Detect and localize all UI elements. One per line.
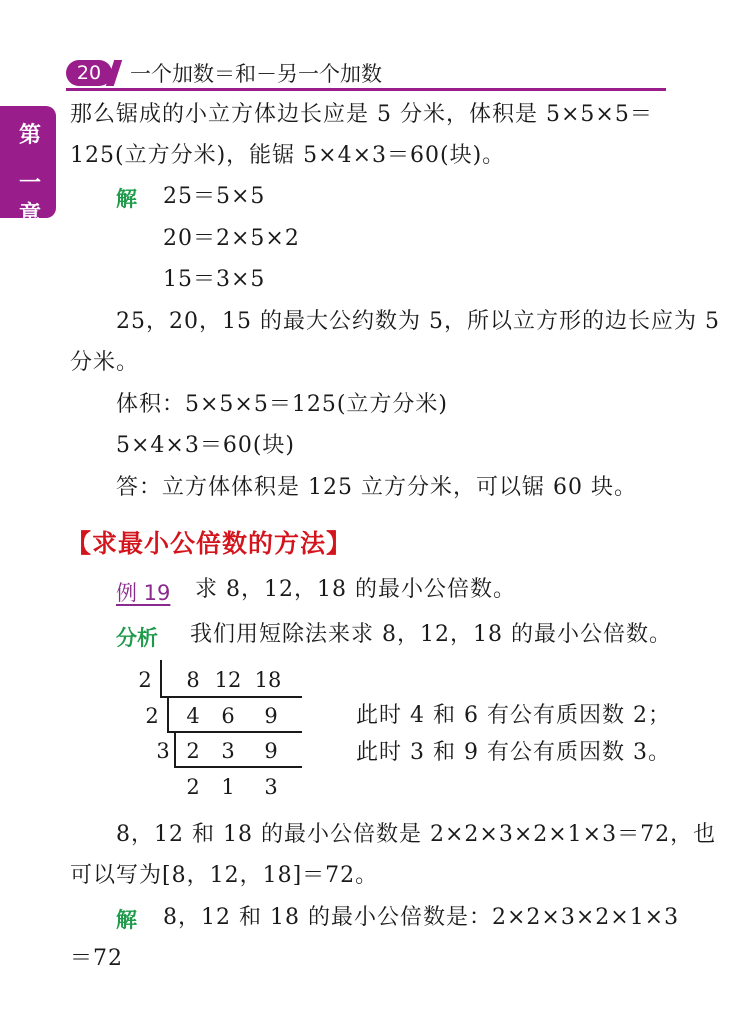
solution-equation-1: 25＝5×5	[163, 184, 266, 209]
division-rule	[167, 731, 302, 733]
paragraph-2-line-1: 25，20，15 的最大公约数为 5，所以立方形的边长应为 5	[116, 309, 720, 334]
division-cell: 1	[221, 775, 235, 799]
division-cell: 8	[186, 668, 200, 692]
division-cell: 18	[254, 668, 282, 692]
chapter-tab-label-top: 第	[18, 123, 41, 148]
solution-2-line-1: 8，12 和 18 的最小公倍数是：2×2×3×2×1×3	[163, 905, 680, 930]
division-rule	[160, 696, 302, 698]
paragraph-3-line-2: 可以写为[8，12，18]＝72。	[70, 863, 379, 888]
chapter-tab-label-bottom: 一章	[18, 171, 41, 227]
division-note-2: 此时 3 和 9 有公有质因数 3。	[356, 740, 671, 765]
division-cell: 12	[214, 668, 242, 692]
division-note-1: 此时 4 和 6 有公有质因数 2；	[356, 703, 671, 728]
divisor: 3	[156, 739, 170, 763]
volume-line: 体积：5×5×5＝125(立方分米)	[116, 392, 449, 417]
division-cell: 9	[264, 704, 278, 728]
solution-equation-3: 15＝3×5	[163, 267, 266, 292]
analysis-text: 我们用短除法来求 8，12，18 的最小公倍数。	[190, 622, 672, 647]
division-cell: 3	[221, 739, 235, 763]
solution-equation-2: 20＝2×5×2	[163, 226, 300, 251]
division-bracket	[174, 733, 176, 767]
paragraph-1-line-1: 那么锯成的小立方体边长应是 5 分米，体积是 5×5×5＝	[70, 102, 653, 127]
header-rule	[66, 88, 666, 91]
division-bracket	[167, 698, 169, 732]
solution-2-line-2: ＝72	[70, 946, 123, 971]
division-cell: 4	[186, 704, 200, 728]
solution-label: 解	[116, 187, 137, 211]
division-cell: 9	[264, 739, 278, 763]
paragraph-1-line-2: 125(立方分米)，能锯 5×4×3＝60(块)。	[70, 143, 506, 168]
analysis-label: 分析	[116, 626, 158, 650]
running-title: 一个加数＝和－另一个加数	[130, 62, 382, 86]
division-bracket	[160, 660, 162, 698]
division-cell: 2	[186, 775, 200, 799]
solution-label: 解	[116, 908, 137, 932]
division-cell: 6	[221, 704, 235, 728]
count-line: 5×4×3＝60(块)	[116, 433, 296, 458]
section-title: 【求最小公倍数的方法】	[66, 529, 353, 558]
answer-line: 答：立方体体积是 125 立方分米，可以锯 60 块。	[116, 475, 637, 500]
division-cell: 3	[264, 775, 278, 799]
division-rule	[174, 766, 302, 768]
division-cell: 2	[186, 739, 200, 763]
paragraph-3-line-1: 8，12 和 18 的最小公倍数是 2×2×3×2×1×3＝72，也	[116, 822, 717, 847]
example-text: 求 8，12，18 的最小公倍数。	[195, 577, 516, 602]
page-number: 20	[66, 60, 112, 86]
example-label: 例 19	[116, 581, 171, 605]
paragraph-2-line-2: 分米。	[70, 350, 140, 375]
divisor: 2	[138, 668, 152, 692]
divisor: 2	[145, 704, 159, 728]
